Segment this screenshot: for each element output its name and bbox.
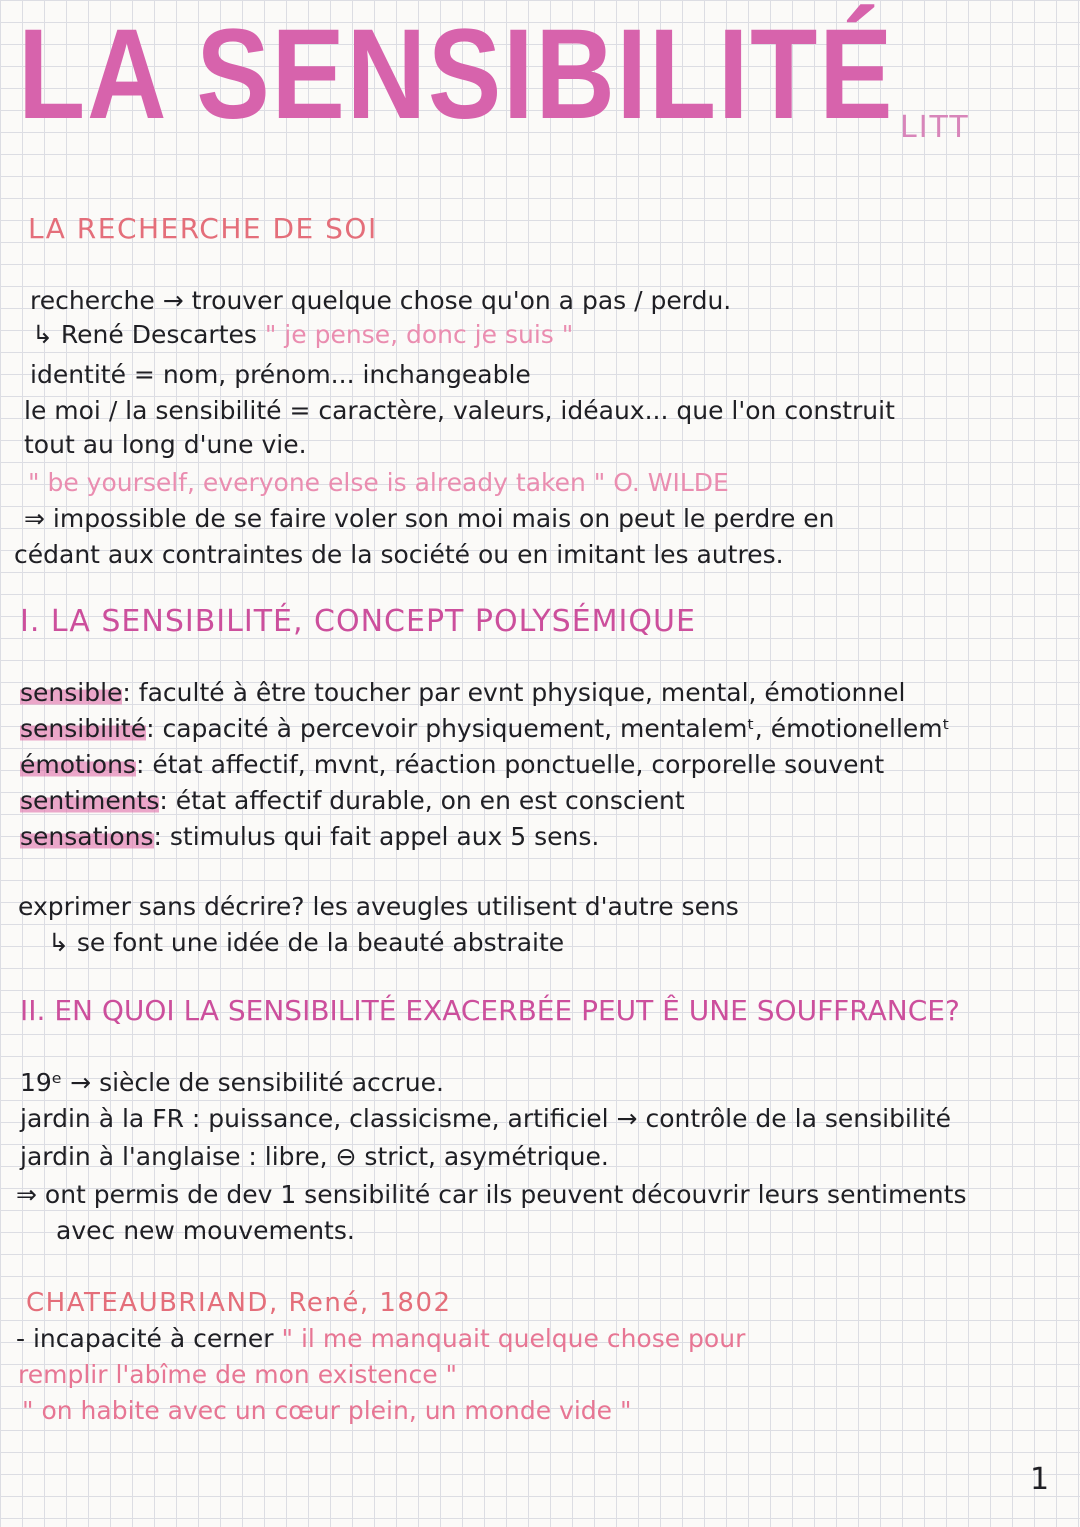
- note-text: - incapacité à cerner: [16, 1324, 274, 1353]
- note-line: recherche → trouver quelque chose qu'on a pas / perdu.: [30, 286, 732, 315]
- subject-label: LITT: [900, 110, 970, 145]
- note-line: jardin à la FR : puissance, classicisme, artificiel → contrôle de la sensibilité: [20, 1104, 951, 1133]
- quote-text: " je pense, donc je suis ": [264, 320, 574, 349]
- note-line: ↳ se font une idée de la beauté abstraite: [48, 928, 565, 957]
- definition-term: sensibilité: [20, 714, 147, 743]
- section-heading-1: I. LA SENSIBILITÉ, CONCEPT POLYSÉMIQUE: [20, 604, 696, 639]
- definition-term: sensible: [20, 678, 123, 707]
- definition-line: [20, 712, 950, 746]
- note-line: [32, 318, 573, 352]
- author-name: CHATEAUBRIAND: [26, 1288, 269, 1318]
- quote-line: " on habite avec un cœur plein, un monde vide ": [22, 1396, 632, 1425]
- note-text: ↳ René Descartes: [32, 320, 257, 349]
- note-line: exprimer sans décrire? les aveugles utilisent d'autre sens: [18, 892, 739, 921]
- note-line: ⇒ ont permis de dev 1 sensibilité car ils peuvent découvrir leurs sentiments: [16, 1180, 967, 1209]
- note-line: tout au long d'une vie.: [24, 430, 307, 459]
- definition-text: : état affectif, mvnt, réaction ponctuelle, corporelle souvent: [135, 750, 885, 779]
- note-line: identité = nom, prénom... inchangeable: [30, 360, 531, 389]
- definition-term: sentiments: [20, 786, 160, 815]
- page-number: 1: [1030, 1462, 1050, 1497]
- page-title: LA SENSIBILITÉ: [18, 3, 895, 146]
- definition-term: émotions: [20, 750, 136, 779]
- section-heading-3: [26, 1286, 452, 1320]
- quote-text: " il me manquait quelque chose pour: [281, 1324, 746, 1353]
- section-heading-2: II. EN QUOI LA SENSIBILITÉ EXACERBÉE PEUT Ê UNE SOUFFRANCE?: [20, 994, 960, 1027]
- quote-line: remplir l'abîme de mon existence ": [18, 1360, 458, 1389]
- work-reference: , René, 1802: [268, 1288, 452, 1318]
- definition-term: sensations: [20, 822, 154, 851]
- note-line: avec new mouvements.: [56, 1216, 355, 1245]
- definition-line: [20, 784, 685, 818]
- note-line: cédant aux contraintes de la société ou en imitant les autres.: [14, 540, 784, 569]
- definition-text: : faculté à être toucher par evnt physique, mental, émotionnel: [122, 678, 906, 707]
- note-line: le moi / la sensibilité = caractère, valeurs, idéaux... que l'on construit: [24, 396, 895, 425]
- definition-line: [20, 676, 906, 710]
- note-line: [16, 1322, 745, 1356]
- note-line: 19ᵉ → siècle de sensibilité accrue.: [20, 1068, 444, 1097]
- note-line: ⇒ impossible de se faire voler son moi mais on peut le perdre en: [24, 504, 835, 533]
- definition-text: : stimulus qui fait appel aux 5 sens.: [153, 822, 600, 851]
- note-line: jardin à l'anglaise : libre, ⊖ strict, asymétrique.: [20, 1142, 609, 1171]
- section-heading-recherche: LA RECHERCHE DE SOI: [28, 212, 378, 245]
- definition-line: [20, 820, 599, 854]
- definition-line: [20, 748, 884, 782]
- quote-line: " be yourself, everyone else is already taken " O. WILDE: [28, 468, 729, 497]
- definition-text: : état affectif durable, on en est conscient: [159, 786, 685, 815]
- definition-text: : capacité à percevoir physiquement, mentalemᵗ, émotionellemᵗ: [146, 714, 950, 743]
